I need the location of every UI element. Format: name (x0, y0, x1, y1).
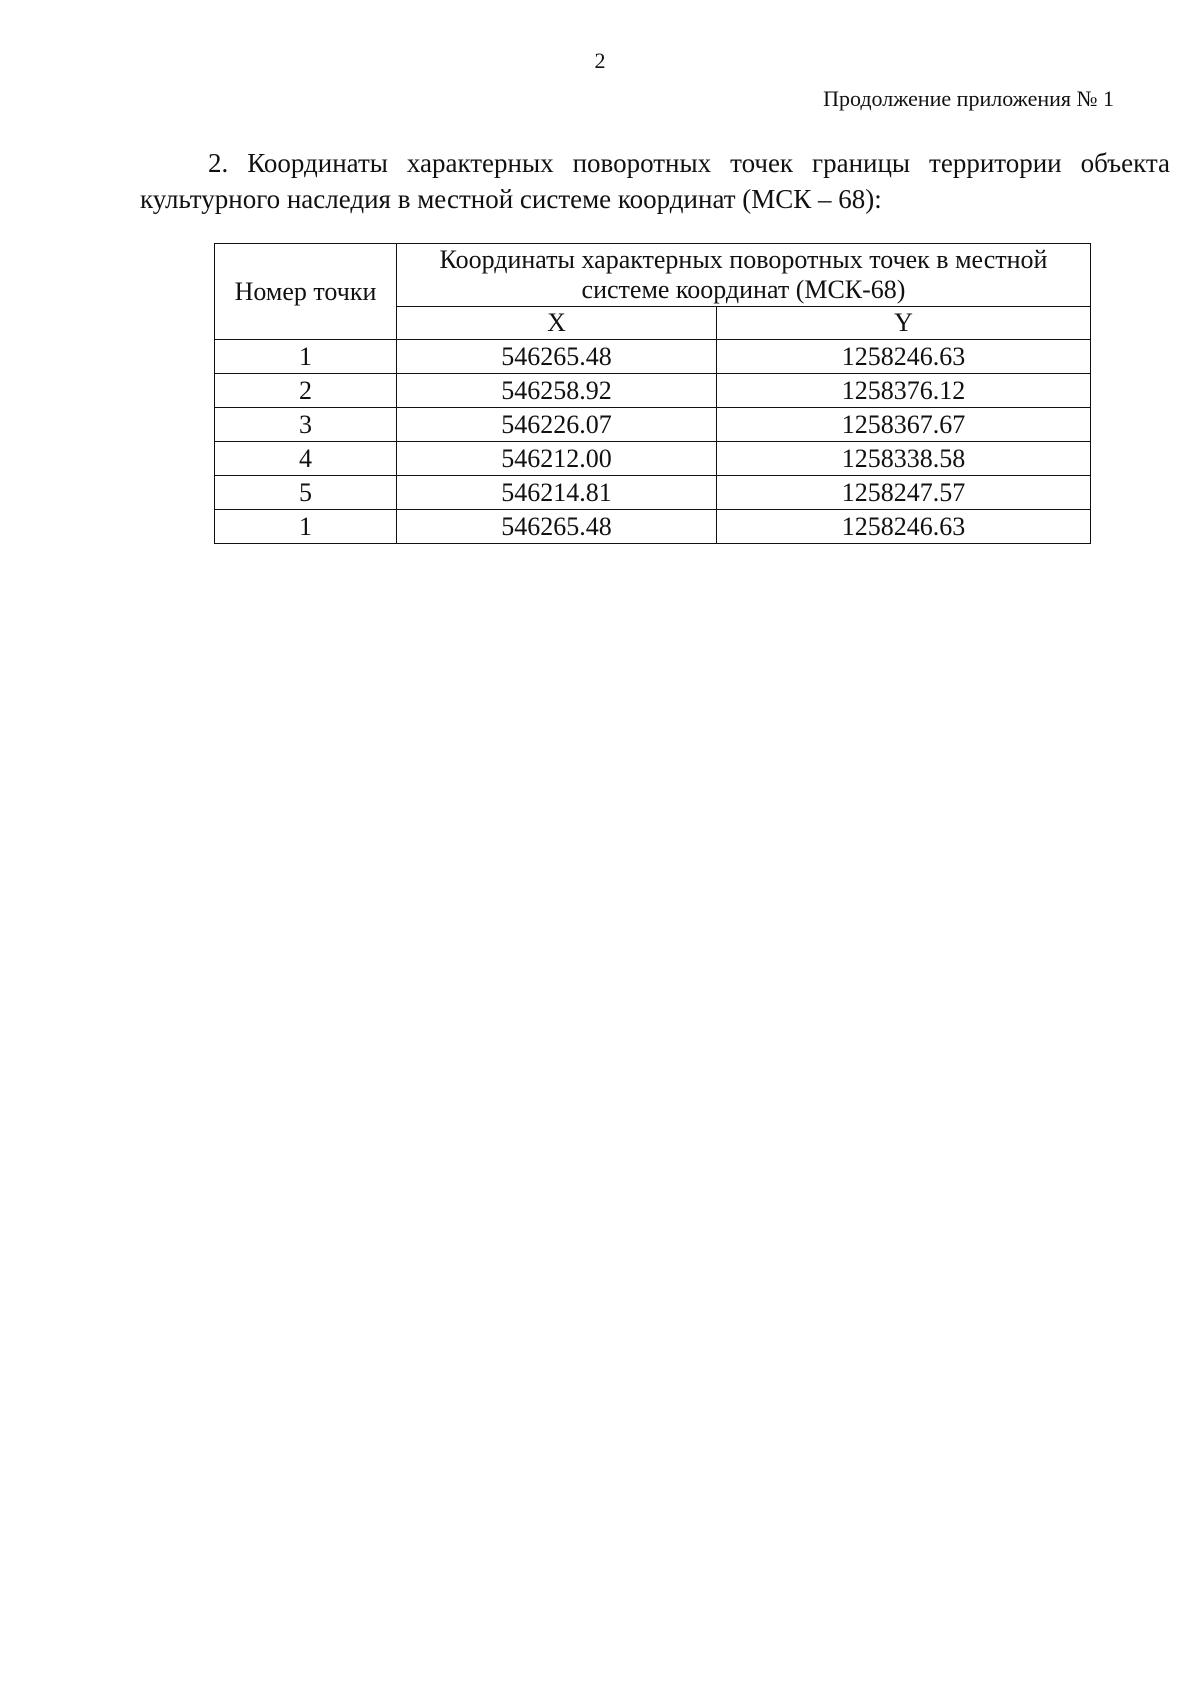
cell-point: 1 (215, 340, 397, 374)
cell-y: 1258376.12 (717, 374, 1091, 408)
annex-continuation-note: Продолжение приложения № 1 (823, 86, 1114, 111)
cell-y: 1258338.58 (717, 442, 1091, 476)
cell-point: 3 (215, 408, 397, 442)
cell-x: 546212.00 (397, 442, 717, 476)
cell-x: 546265.48 (397, 510, 717, 544)
table-header-row (215, 244, 1091, 307)
header-y: Y (717, 307, 1091, 340)
cell-point: 1 (215, 510, 397, 544)
cell-y: 1258246.63 (717, 510, 1091, 544)
cell-point: 4 (215, 442, 397, 476)
coordinates-table (214, 243, 1091, 544)
table-row (215, 476, 1091, 510)
cell-x: 546226.07 (397, 408, 717, 442)
cell-y: 1258246.63 (717, 340, 1091, 374)
section-intro-paragraph: 2. Координаты характерных поворотных точек границы территории объекта культурного наследия в местной системе координат (МСК – 68): (140, 148, 1170, 214)
cell-x: 546258.92 (397, 374, 717, 408)
table-row (215, 442, 1091, 476)
table-row (215, 340, 1091, 374)
table-row (215, 408, 1091, 442)
cell-x: 546265.48 (397, 340, 717, 374)
cell-point: 2 (215, 374, 397, 408)
cell-y: 1258247.57 (717, 476, 1091, 510)
page-number: 2 (594, 48, 606, 73)
table-row (215, 374, 1091, 408)
cell-y: 1258367.67 (717, 408, 1091, 442)
cell-point: 5 (215, 476, 397, 510)
table-row (215, 510, 1091, 544)
header-point-number: Номер точки (215, 244, 397, 340)
cell-x: 546214.81 (397, 476, 717, 510)
header-coordinates-group: Координаты характерных поворотных точек в местной системе координат (МСК-68) (397, 244, 1091, 307)
header-x: X (397, 307, 717, 340)
